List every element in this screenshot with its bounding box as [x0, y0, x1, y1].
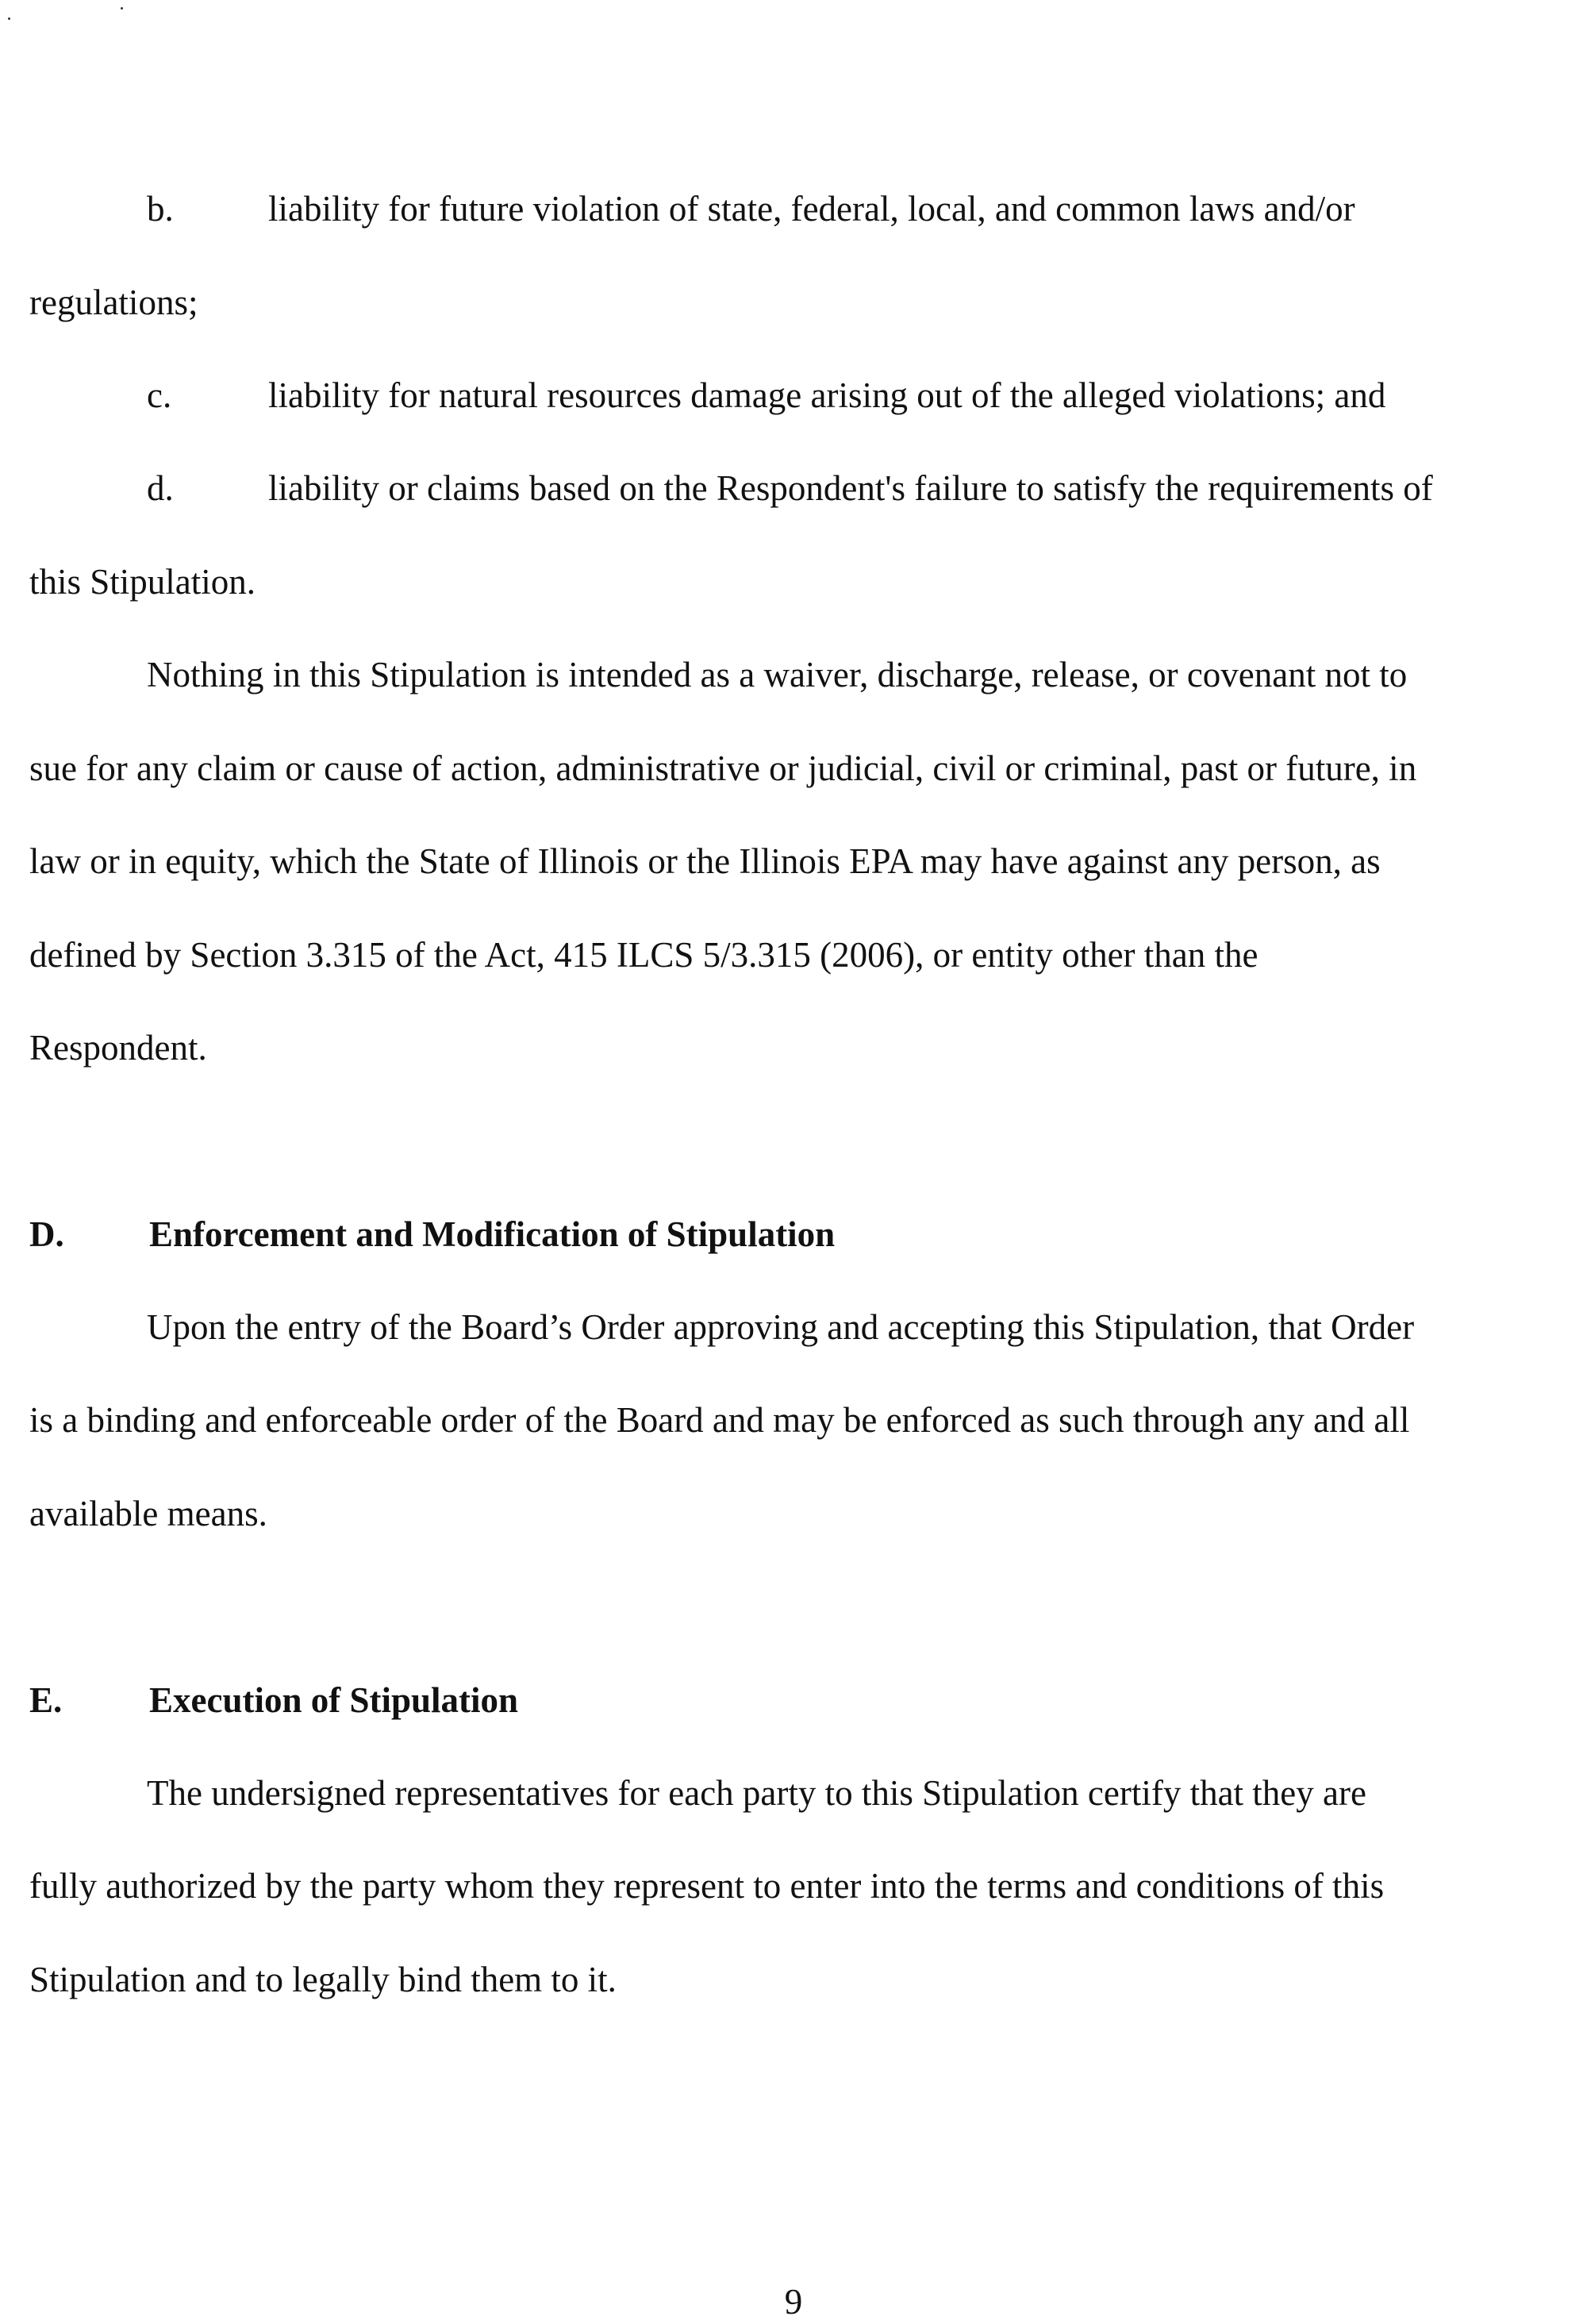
- section-e-heading: Execution of Stipulation: [149, 1680, 519, 1720]
- section-e-line: The undersigned representatives for each party to this Stipulation certify that they are: [147, 1773, 1366, 1813]
- section-d-line: Upon the entry of the Board’s Order approving and accepting this Stipulation, that Order: [147, 1307, 1415, 1347]
- paragraph-line: law or in equity, which the State of Illinois or the Illinois EPA may have against any person, as: [29, 841, 1381, 881]
- list-item-b-text: liability for future violation of state, federal, local, and common laws and/or: [268, 189, 1355, 229]
- section-d-heading: Enforcement and Modification of Stipulation: [149, 1214, 836, 1254]
- paragraph-line: Respondent.: [29, 1028, 207, 1068]
- paragraph-line: defined by Section 3.315 of the Act, 415 ILCS 5/3.315 (2006), or entity other than the: [29, 935, 1258, 975]
- list-marker-c: c.: [147, 375, 172, 415]
- section-d-letter: D.: [29, 1214, 64, 1254]
- section-d-line: available means.: [29, 1494, 267, 1533]
- section-e-line: fully authorized by the party whom they represent to enter into the terms and conditions of this: [29, 1866, 1385, 1906]
- list-item-d-text: liability or claims based on the Respondent's failure to satisfy the requirements of: [268, 468, 1433, 508]
- list-item-d-continuation: this Stipulation.: [29, 562, 256, 602]
- page-number: 9: [784, 2282, 803, 2322]
- scan-speck: [8, 17, 10, 20]
- section-e-line: Stipulation and to legally bind them to it.: [29, 1960, 617, 1999]
- list-item-c-text: liability for natural resources damage arising out of the alleged violations; and: [268, 375, 1386, 415]
- paragraph-line: sue for any claim or cause of action, administrative or judicial, civil or criminal, past or future, in: [29, 748, 1417, 788]
- paragraph-line: Nothing in this Stipulation is intended as a waiver, discharge, release, or covenant not to: [147, 655, 1408, 695]
- section-e-letter: E.: [29, 1680, 63, 1720]
- section-d-line: is a binding and enforceable order of the Board and may be enforced as such through any and all: [29, 1400, 1410, 1440]
- list-marker-b: b.: [147, 189, 174, 229]
- scan-speck: [121, 7, 123, 10]
- list-item-b-continuation: regulations;: [29, 283, 198, 322]
- list-marker-d: d.: [147, 468, 174, 508]
